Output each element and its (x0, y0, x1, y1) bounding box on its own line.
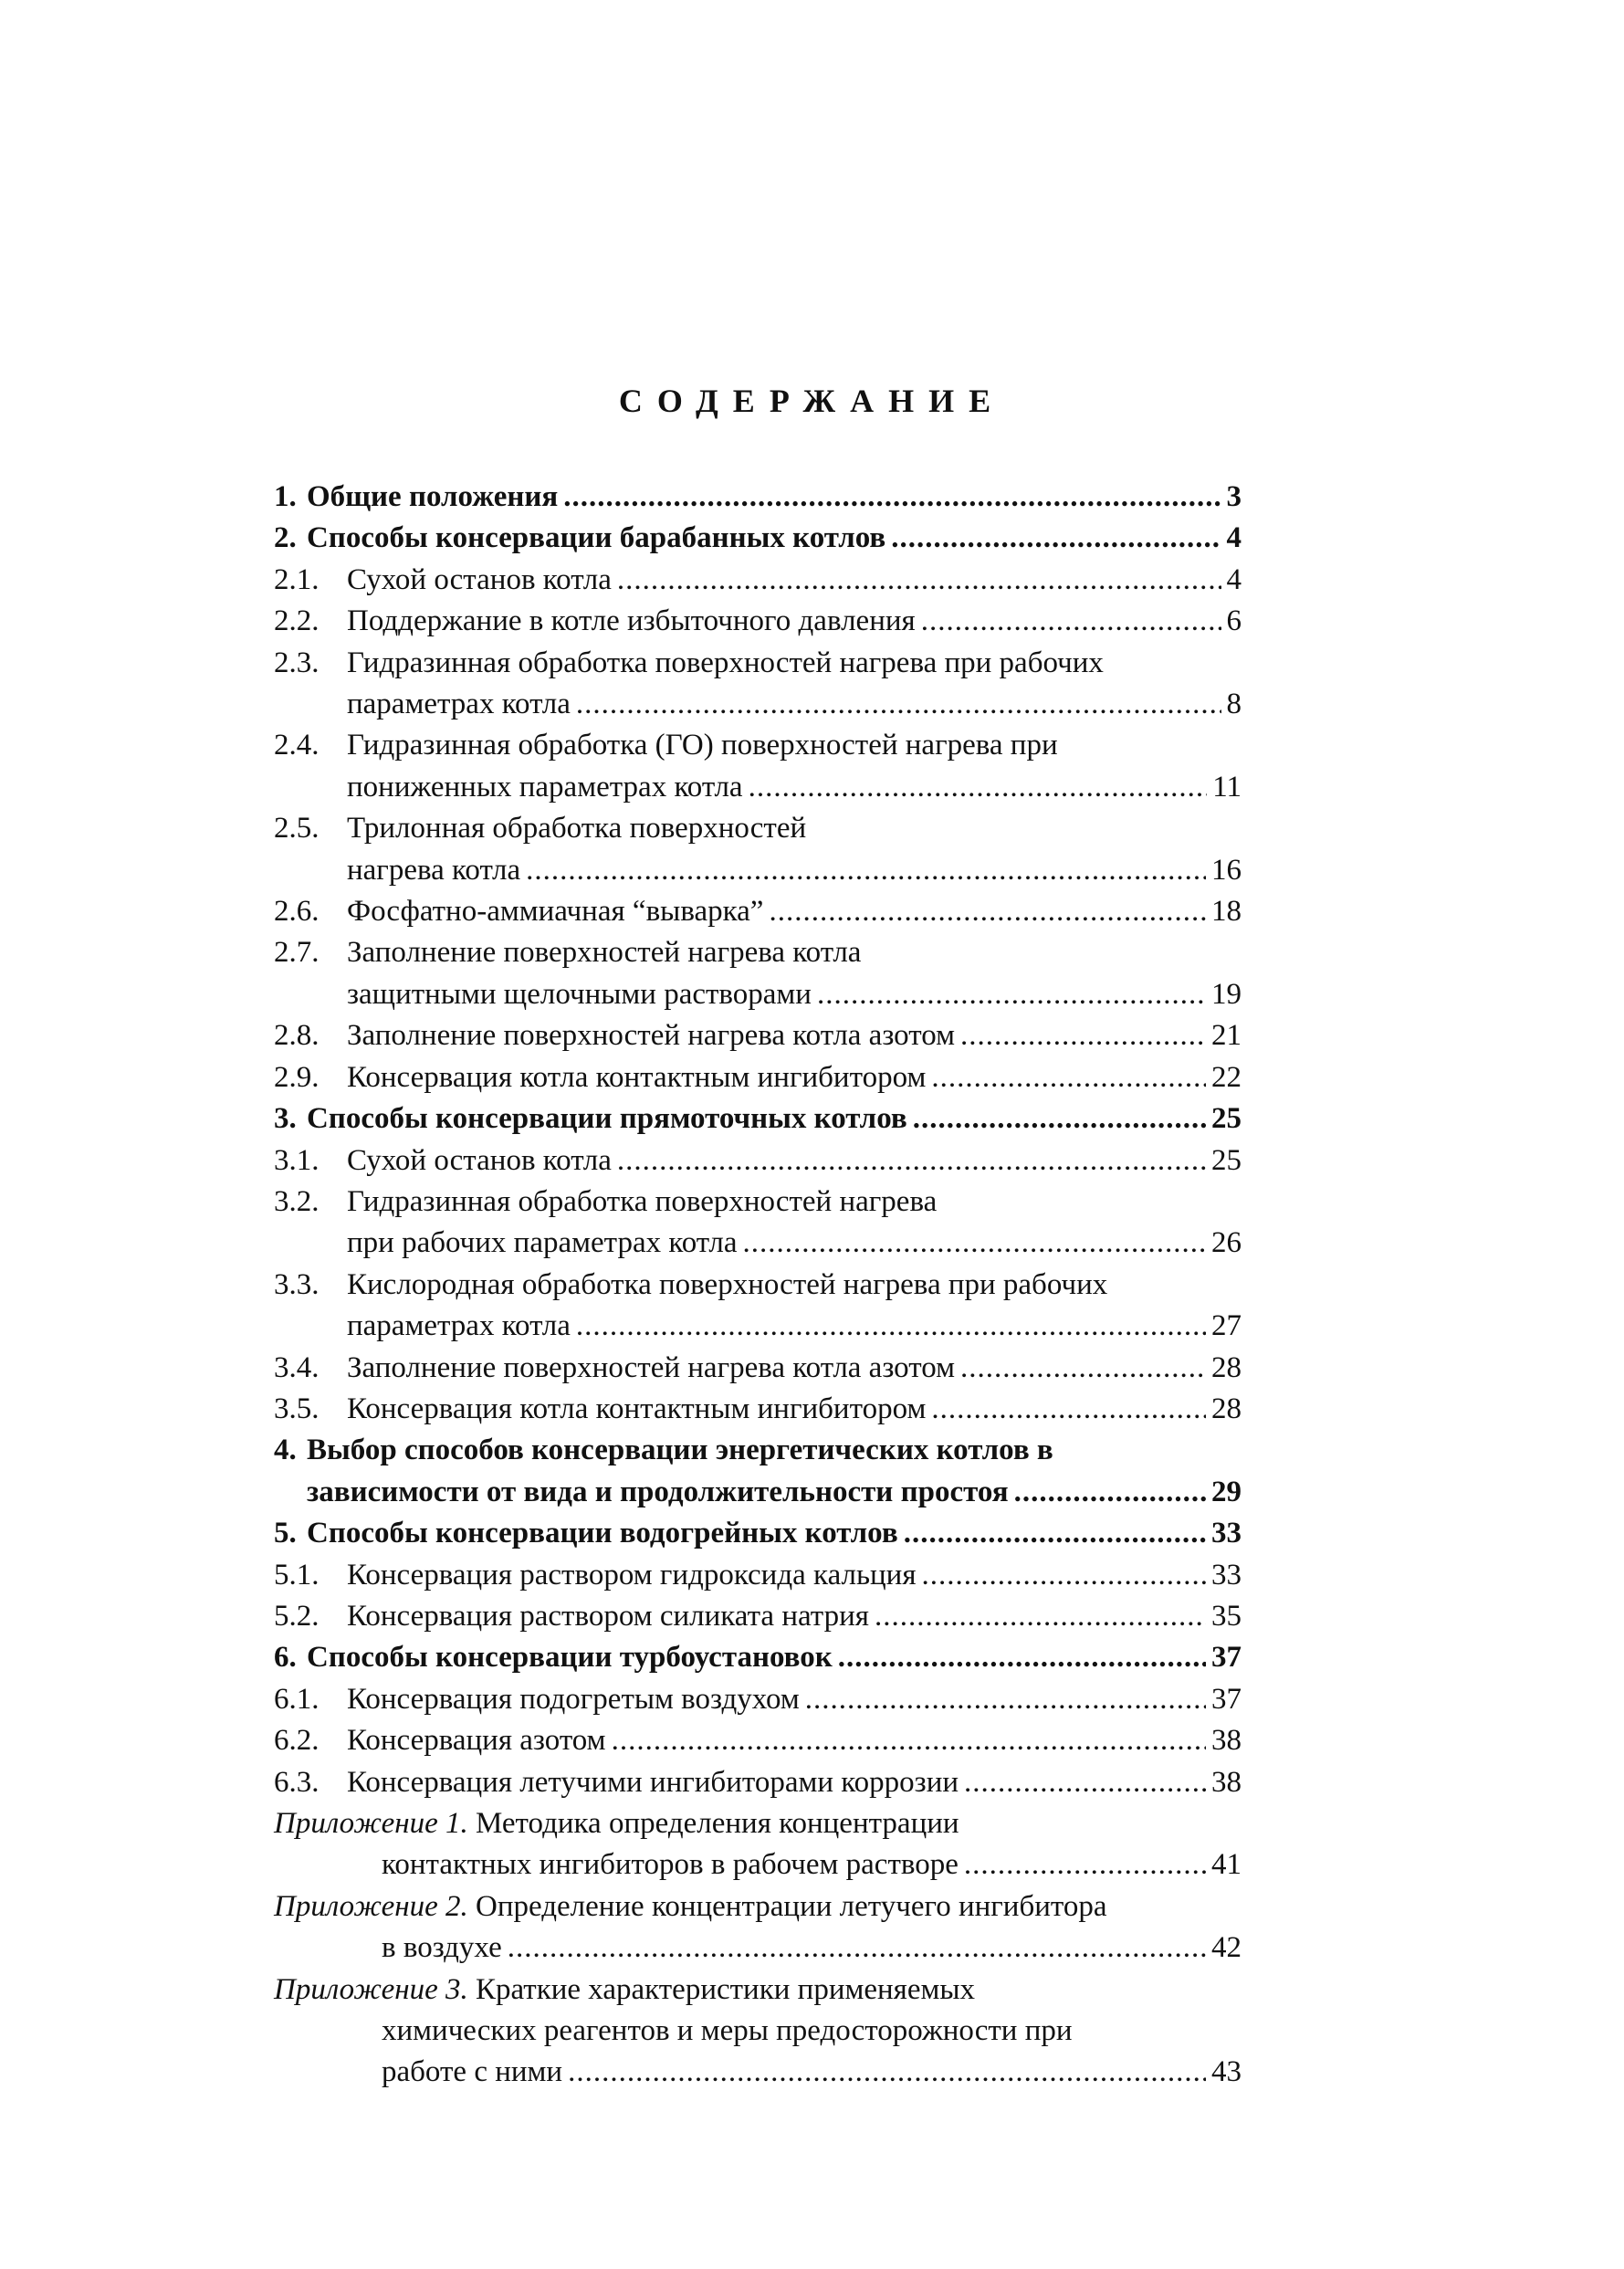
toc-page-number: 22 (1211, 1060, 1242, 1094)
toc-title: Сухой останов котла (347, 562, 612, 596)
toc-title-continued: защитными щелочными растворами (347, 977, 812, 1011)
toc-title: Консервация азотом (347, 1724, 606, 1758)
toc-subsection-3-2[interactable] (274, 1182, 1242, 1265)
dot-leader (964, 1844, 1206, 1886)
toc-title: Трилонная обработка поверхностей (347, 812, 807, 846)
toc-title: Заполнение поверхностей нагрева котла азотом (347, 1019, 955, 1053)
toc-number: 2.4. (274, 729, 320, 762)
toc-number: 5.2. (274, 1599, 320, 1633)
toc-subsection-2-1[interactable] (274, 560, 1242, 601)
toc-page-number: 43 (1211, 2055, 1242, 2089)
toc-number: 2.8. (274, 1019, 320, 1053)
dot-leader (576, 684, 1221, 725)
toc-number: 5.1. (274, 1558, 320, 1591)
toc-title: Гидразинная обработка (ГО) поверхностей нагрева при (347, 729, 1058, 762)
dot-leader (838, 1637, 1206, 1678)
dot-leader (960, 1348, 1206, 1389)
toc-title-continued: контактных ингибиторов в рабочем растворе (382, 1848, 959, 1882)
toc-subsection-3-4[interactable] (274, 1348, 1242, 1389)
dot-leader (617, 560, 1221, 601)
toc-number: 2.1. (274, 562, 320, 596)
toc-title: Консервация летучими ингибиторами коррозии (347, 1765, 959, 1799)
toc-appendix-2[interactable] (274, 1886, 1242, 1970)
toc-section-1[interactable] (274, 477, 1242, 518)
dot-leader (904, 1513, 1206, 1554)
toc-subsection-2-7[interactable] (274, 932, 1242, 1015)
dot-leader (743, 1223, 1206, 1264)
toc-subsection-2-4[interactable] (274, 725, 1242, 808)
table-of-contents (274, 477, 1242, 2094)
toc-page-number: 4 (1226, 562, 1242, 596)
toc-page-number: 3 (1226, 480, 1242, 513)
toc-subsection-3-5[interactable] (274, 1389, 1242, 1430)
dot-leader (817, 974, 1206, 1015)
toc-page-number: 18 (1211, 895, 1242, 929)
toc-title: Поддержание в котле избыточного давления (347, 604, 916, 638)
toc-page-number: 19 (1211, 977, 1242, 1011)
toc-title: Консервация котла контактным ингибитором (347, 1392, 927, 1425)
toc-page-number: 38 (1211, 1724, 1242, 1758)
toc-title: Методика определения концентрации (475, 1807, 959, 1840)
dot-leader (931, 1389, 1206, 1430)
toc-title: Способы консервации водогрейных котлов (307, 1517, 898, 1550)
dot-leader (1014, 1472, 1206, 1513)
toc-title-continued: нагрева котла (347, 853, 521, 887)
toc-title: Определение концентрации летучего ингибитора (475, 1889, 1107, 1923)
toc-number: 3. (274, 1102, 297, 1136)
toc-page-number: 37 (1211, 1682, 1242, 1716)
toc-subsection-3-3[interactable] (274, 1265, 1242, 1348)
toc-title: Фосфатно-аммиачная “выварка” (347, 895, 764, 929)
dot-leader (960, 1015, 1206, 1056)
toc-title: Консервация раствором силиката натрия (347, 1599, 869, 1633)
toc-appendix-1[interactable] (274, 1803, 1242, 1886)
toc-subsection-5-2[interactable] (274, 1596, 1242, 1637)
dot-leader (805, 1679, 1206, 1720)
toc-title: Способы консервации прямоточных котлов (307, 1102, 907, 1136)
toc-number: 1. (274, 480, 297, 513)
dot-leader (913, 1098, 1206, 1140)
toc-number: 6.1. (274, 1682, 320, 1716)
toc-title: Краткие характеристики применяемых (475, 1972, 976, 2006)
toc-page-number: 35 (1211, 1599, 1242, 1633)
dot-leader (769, 891, 1206, 932)
dot-leader (749, 767, 1208, 808)
toc-number: 3.1. (274, 1143, 320, 1177)
toc-subsection-2-2[interactable] (274, 601, 1242, 642)
toc-title: Заполнение поверхностей нагрева котла (347, 936, 862, 970)
toc-title: Способы консервации турбоустановок (307, 1641, 833, 1675)
toc-section-4[interactable] (274, 1430, 1242, 1513)
toc-number: 3.2. (274, 1184, 320, 1218)
dot-leader (922, 1555, 1206, 1596)
toc-subsection-3-1[interactable] (274, 1140, 1242, 1182)
toc-page-number: 4 (1226, 521, 1242, 555)
dot-leader (875, 1596, 1206, 1637)
dot-leader (612, 1720, 1206, 1761)
toc-page-number: 8 (1226, 688, 1242, 721)
toc-page-number: 27 (1211, 1309, 1242, 1343)
toc-subsection-2-5[interactable] (274, 808, 1242, 891)
toc-page-number: 25 (1211, 1102, 1242, 1136)
toc-title: Общие положения (307, 480, 559, 513)
toc-title: Гидразинная обработка поверхностей нагрева (347, 1184, 938, 1218)
toc-number: 6. (274, 1641, 297, 1675)
toc-title: Кислородная обработка поверхностей нагрева при рабочих (347, 1267, 1108, 1301)
appendix-label: Приложение 2. (274, 1889, 468, 1923)
dot-leader (563, 477, 1221, 518)
toc-title-continued: работе с ними (382, 2055, 563, 2089)
toc-page-number: 41 (1211, 1848, 1242, 1882)
toc-subsection-6-3[interactable] (274, 1762, 1242, 1803)
toc-page-number: 33 (1211, 1517, 1242, 1550)
toc-subsection-2-9[interactable] (274, 1057, 1242, 1098)
toc-number: 4. (274, 1434, 297, 1467)
toc-page-number: 16 (1211, 853, 1242, 887)
dot-leader (508, 1928, 1206, 1969)
toc-page-number: 29 (1211, 1475, 1242, 1508)
toc-title-continued: параметрах котла (347, 688, 571, 721)
toc-page-number: 28 (1211, 1350, 1242, 1384)
toc-page-number: 33 (1211, 1558, 1242, 1591)
toc-page-number: 26 (1211, 1226, 1242, 1260)
toc-title: Консервация подогретым воздухом (347, 1682, 800, 1716)
toc-number: 6.2. (274, 1724, 320, 1758)
toc-subsection-2-6[interactable] (274, 891, 1242, 932)
toc-subsection-6-2[interactable] (274, 1720, 1242, 1761)
toc-page-number: 11 (1212, 770, 1242, 804)
appendix-label: Приложение 1. (274, 1807, 468, 1840)
toc-title-continued: при рабочих параметрах котла (347, 1226, 738, 1260)
dot-leader (921, 601, 1221, 642)
page-title: СОДЕРЖАНИЕ (618, 383, 1006, 419)
toc-title-continued: пониженных параметрах котла (347, 770, 743, 804)
toc-title: Сухой останов котла (347, 1143, 612, 1177)
toc-number: 3.4. (274, 1350, 320, 1384)
toc-section-6[interactable] (274, 1637, 1242, 1678)
toc-page-number: 6 (1226, 604, 1242, 638)
toc-title-continued: параметрах котла (347, 1309, 571, 1343)
toc-number: 2.9. (274, 1060, 320, 1094)
toc-number: 2.6. (274, 895, 320, 929)
toc-number: 2.7. (274, 936, 320, 970)
toc-page-number: 38 (1211, 1765, 1242, 1799)
toc-title: Консервация котла контактным ингибитором (347, 1060, 927, 1094)
toc-title: Консервация раствором гидроксида кальция (347, 1558, 917, 1591)
dot-leader (931, 1057, 1206, 1098)
toc-number: 2.2. (274, 604, 320, 638)
toc-title-continued: в воздухе (382, 1931, 502, 1965)
appendix-label: Приложение 3. (274, 1972, 468, 2006)
toc-number: 2.3. (274, 646, 320, 679)
dot-leader (568, 2052, 1206, 2093)
dot-leader (891, 518, 1221, 559)
dot-leader (617, 1140, 1206, 1182)
dot-leader (964, 1762, 1206, 1803)
toc-number: 3.5. (274, 1392, 320, 1425)
toc-section-2[interactable] (274, 518, 1242, 559)
toc-title: Заполнение поверхностей нагрева котла азотом (347, 1350, 955, 1384)
toc-title: Выбор способов консервации энергетических котлов в (307, 1434, 1053, 1467)
toc-title-continued: зависимости от вида и продолжительности простоя (307, 1475, 1009, 1508)
toc-subsection-5-1[interactable] (274, 1555, 1242, 1596)
toc-subsection-6-1[interactable] (274, 1679, 1242, 1720)
toc-number: 3.3. (274, 1267, 320, 1301)
dot-leader (526, 850, 1206, 891)
toc-title: Способы консервации барабанных котлов (307, 521, 886, 555)
toc-page-number: 37 (1211, 1641, 1242, 1675)
toc-page-number: 21 (1211, 1019, 1242, 1053)
dot-leader (576, 1306, 1206, 1347)
toc-title-continued: химических реагентов и меры предосторожности при (382, 2014, 1073, 2048)
toc-page-number: 42 (1211, 1931, 1242, 1965)
toc-title: Гидразинная обработка поверхностей нагрева при рабочих (347, 646, 1104, 679)
toc-page-number: 25 (1211, 1143, 1242, 1177)
toc-section-3[interactable] (274, 1098, 1242, 1140)
toc-appendix-3[interactable] (274, 1970, 1242, 2094)
toc-section-5[interactable] (274, 1513, 1242, 1554)
toc-number: 2. (274, 521, 297, 555)
toc-subsection-2-3[interactable] (274, 643, 1242, 726)
toc-subsection-2-8[interactable] (274, 1015, 1242, 1056)
toc-page-number: 28 (1211, 1392, 1242, 1425)
toc-number: 6.3. (274, 1765, 320, 1799)
toc-number: 5. (274, 1517, 297, 1550)
toc-number: 2.5. (274, 812, 320, 846)
